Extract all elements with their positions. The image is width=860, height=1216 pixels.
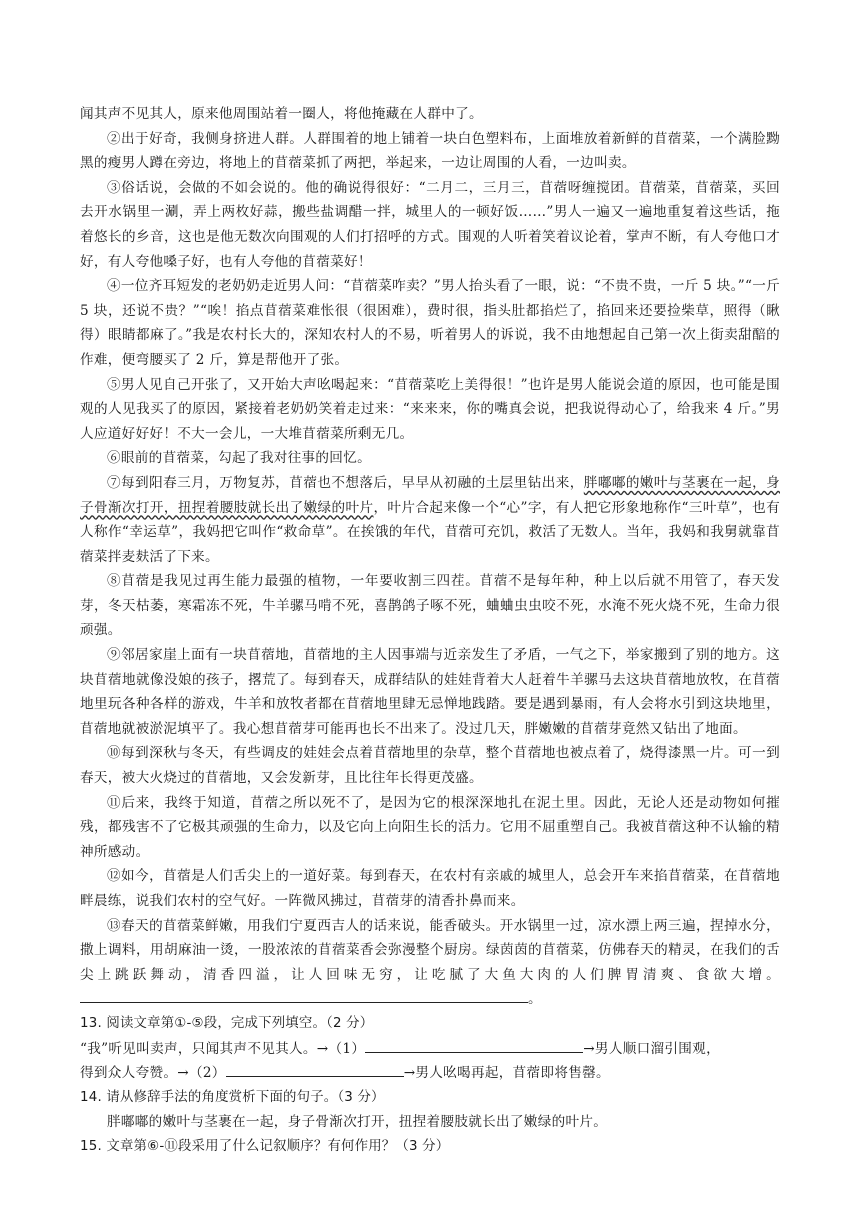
question-13-part-d: →男人吆喝再起，苜蓿即将售罄。 [403,1065,610,1082]
paragraph-7 [80,471,780,569]
paragraph-13 [80,914,780,1012]
answer-blank-2[interactable] [226,1062,404,1077]
paragraph-6: ⑥眼前的苜蓿菜，勾起了我对往事的回忆。 [107,450,371,467]
question-15-title: 15. 文章第⑥-⑪段采用了什么记叙顺序？有何作用？（3 分） [80,1138,450,1154]
question-13-part-b: →男人顺口溜引围观， [583,1040,720,1057]
paragraph-4: ④一位齐耳短发的老奶奶走近男人问：“苜蓿菜咋卖？”男人抬头看了一眼，说：“不贵不贵，一斤 5 块。”“一斤 5 块，还说不贵？”“唉！掐点苜蓿菜难怅很（很困难），费时很，指头肚都掐烂了，掐回来还要捡柴草，照得（瞅得）眼睛都麻了。”我是农村长大的，深知农村人的不易，听着男人的诉说，我不由地想起自己第一次上街卖甜醅的作难，便弯腰买了 2 斤，算是帮他开了张。 [80,278,780,368]
question-13-line-2 [80,1061,780,1086]
paragraph-13-end: 。 [528,991,542,1008]
paragraph-7-before: ⑦每到阳春三月，万物复苏，苜蓿也不想落后，早早从初融的土层里钻出来， [107,474,584,491]
answer-blank-paragraph-13[interactable] [80,988,528,1003]
paragraph-5: ⑤男人见自己开张了，又开始大声吆喝起来：“苜蓿菜吃上美得很！”也许是男人能说会道的原因，也可能是围观的人见我买了的原因，紧接着老奶奶笑着走过来：“来来来，你的嘴真会说，把我说得动心了，给我来 4 斤。”男人应道好好好！不大一会儿，一大堆苜蓿菜所剩无几。 [80,376,780,442]
paragraph-1-end: 闻其声不见其人，原来他周围站着一圈人，将他掩藏在人群中了。 [80,106,483,122]
paragraph-7-after: ，叶片合起来像一个“心”字，有人把它形象地称作“三叶草”，也有人称作“幸运草”，我妈把它叫作“救命草”。在挨饿的年代，苜蓿可充饥，救活了无数人。当年，我妈和我舅就靠苜蓿菜拌麦麸活了下来。 [80,499,780,565]
paragraph-2: ②出于好奇，我侧身挤进人群。人群围着的地上铺着一块白色塑料布，上面堆放着新鲜的苜蓿菜，一个满脸黝黑的瘦男人蹲在旁边，将地上的苜蓿菜抓了两把，举起来，一边让周围的人看，一边叫卖。 [80,130,780,172]
paragraph-10: ⑩每到深秋与冬天，有些调皮的娃娃会点着苜蓿地里的杂草，整个苜蓿地也被点着了，烧得漆黑一片。可一到春天，被大火烧过的苜蓿地，又会发新芽，且比往年长得更茂盛。 [80,745,780,787]
wavy-underlined-sentence: 胖嘟嘟的嫩叶与茎裹在一起，身子骨渐次打开，扭捏着腰肢就长出了嫩绿的叶片 [80,474,780,516]
question-13-part-c: 得到众人夸赞。→（2） [80,1065,226,1082]
document-page [80,102,780,1160]
paragraph-8: ⑧苜蓿是我见过再生能力最强的植物，一年要收割三四茬。苜蓿不是每年种，种上以后就不用管了，春天发芽，冬天枯萎，寒霜冻不死，牛羊骡马啃不死，喜鹊鸽子啄不死，蛐蛐虫虫咬不死，水淹不死火烧不死，生命力很顽强。 [80,573,780,639]
question-13-line-1 [80,1037,780,1062]
answer-blank-1[interactable] [365,1038,583,1053]
question-13-title: 13. 阅读文章第①-⑤段，完成下列填空。（2 分） [80,1015,374,1031]
paragraph-11: ⑪后来，我终于知道，苜蓿之所以死不了，是因为它的根深深地扎在泥土里。因此，无论人还是动物如何摧残，都残害不了它极其顽强的生命力，以及它向上向阳生长的活力。它用不屈重塑自己。我被苜蓿这种不认输的精神所感动。 [80,794,780,860]
question-14-title: 14. 请从修辞手法的角度赏析下面的句子。（3 分） [80,1089,385,1105]
question-13-part-a: “我”听见叫卖声，只闻其声不见其人。→（1） [80,1040,366,1057]
paragraph-13-text: ⑬春天的苜蓿菜鲜嫩，用我们宁夏西吉人的话来说，能香破头。开水锅里一过，凉水漂上两三遍，捏掉水分，撒上调料，用胡麻油一烫，一股浓浓的苜蓿菜香会弥漫整个厨房。绿茵茵的苜蓿菜，仿佛春天的精灵，在我们的舌尖上跳跃舞动，清香四溢，让人回味无穷，让吃腻了大鱼大肉的人们脾胃清爽、食欲大增。 [80,917,780,983]
paragraph-9: ⑨邻居家崖上面有一块苜蓿地，苜蓿地的主人因事端与近亲发生了矛盾，一气之下，举家搬到了别的地方。这块苜蓿地就像没娘的孩子，撂荒了。每到春天，成群结队的娃娃背着大人赶着牛羊骡马去这块苜蓿地放牧，在苜蓿地里玩各种各样的游戏，牛羊和放牧者都在苜蓿地里肆无忌惮地践踏。要是遇到暴雨，有人会将水引到这块地里，苜蓿地就被淤泥填平了。我心想苜蓿芽可能再也长不出来了。没过几天，胖嫩嫩的苜蓿芽竟然又钻出了地面。 [80,647,780,737]
paragraph-12: ⑫如今，苜蓿是人们舌尖上的一道好菜。每到春天，在农村有亲戚的城里人，总会开车来掐苜蓿菜，在苜蓿地畔晨练，说我们农村的空气好。一阵微风拂过，苜蓿芽的清香扑鼻而来。 [80,868,780,909]
paragraph-3: ③俗话说，会做的不如会说的。他的确说得很好：“二月二，三月三，苜蓿呀缠搅团。苜蓿菜，苜蓿菜，买回去开水锅里一涮，弄上两枚好蒜，搬些盐调醋一拌，城里人的一顿好饭……”男人一遍又一遍地重复着这些话，拖着悠长的乡音，这也是他无数次向围观的人们打招呼的方式。围观的人听着笑着议论着，掌声不断，有人夸他口才好，有人夸他嗓子好，也有人夸他的苜蓿菜好！ [80,179,780,270]
question-14-sentence: 胖嘟嘟的嫩叶与茎裹在一起，身子骨渐次打开，扭捏着腰肢就长出了嫩绿的叶片。 [107,1114,608,1131]
